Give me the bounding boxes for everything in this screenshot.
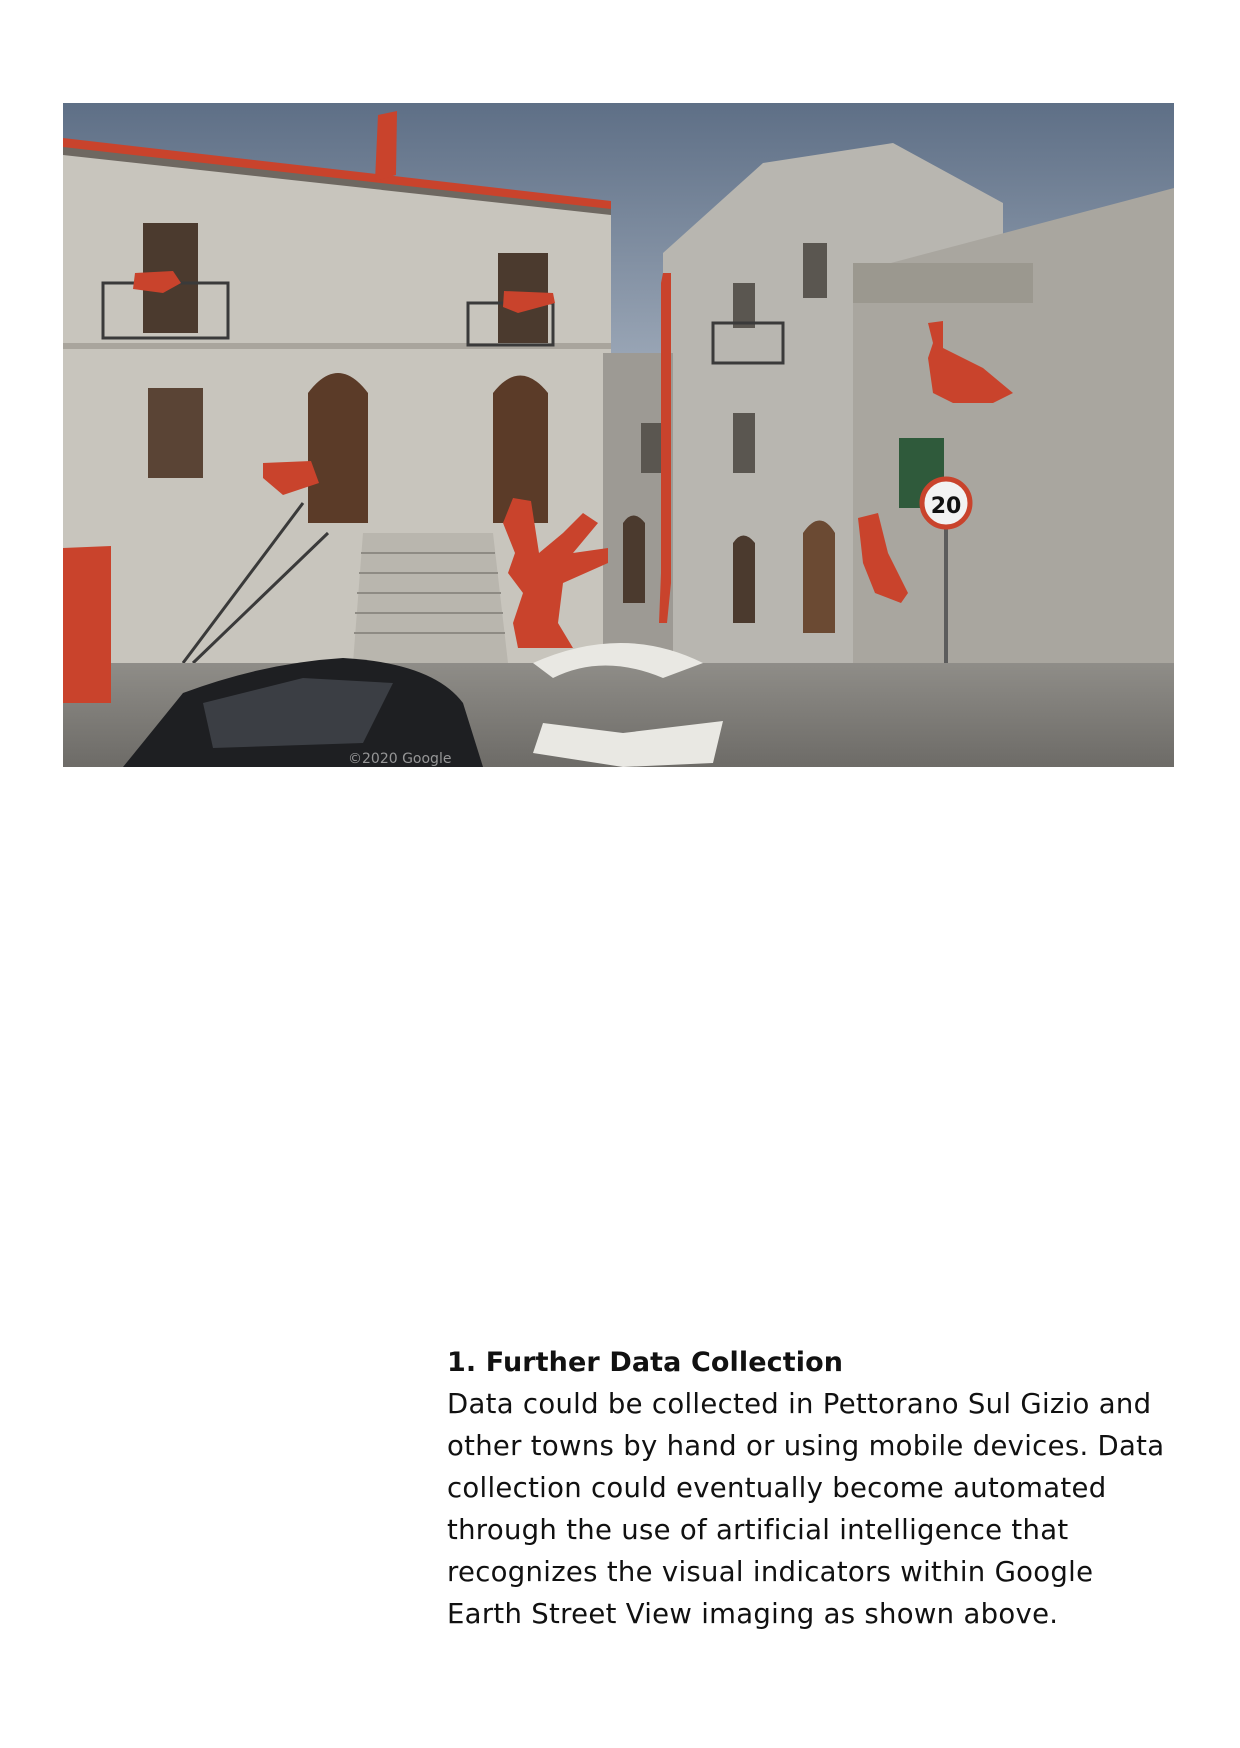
caption-line: recognizes the visual indicators within Google (447, 1556, 1094, 1588)
svg-text:©2020 Google: ©2020 Google (348, 751, 452, 767)
svg-text:20: 20 (930, 494, 962, 519)
caption-line: through the use of artificial intelligence that (447, 1514, 1069, 1546)
caption (447, 1343, 1187, 1635)
door (803, 521, 835, 634)
caption-line: collection could eventually become automated (447, 1472, 1107, 1504)
caption-line: Data could be collected in Pettorano Sul Gizio and (447, 1388, 1152, 1420)
caption-line: Earth Street View imaging as shown above. (447, 1598, 1059, 1630)
street-view-photo (63, 103, 1174, 767)
door (308, 373, 368, 523)
caption-title: 1. Further Data Collection (447, 1347, 844, 1378)
caption-line: other towns by hand or using mobile devices. Data (447, 1430, 1165, 1462)
window (148, 388, 203, 478)
